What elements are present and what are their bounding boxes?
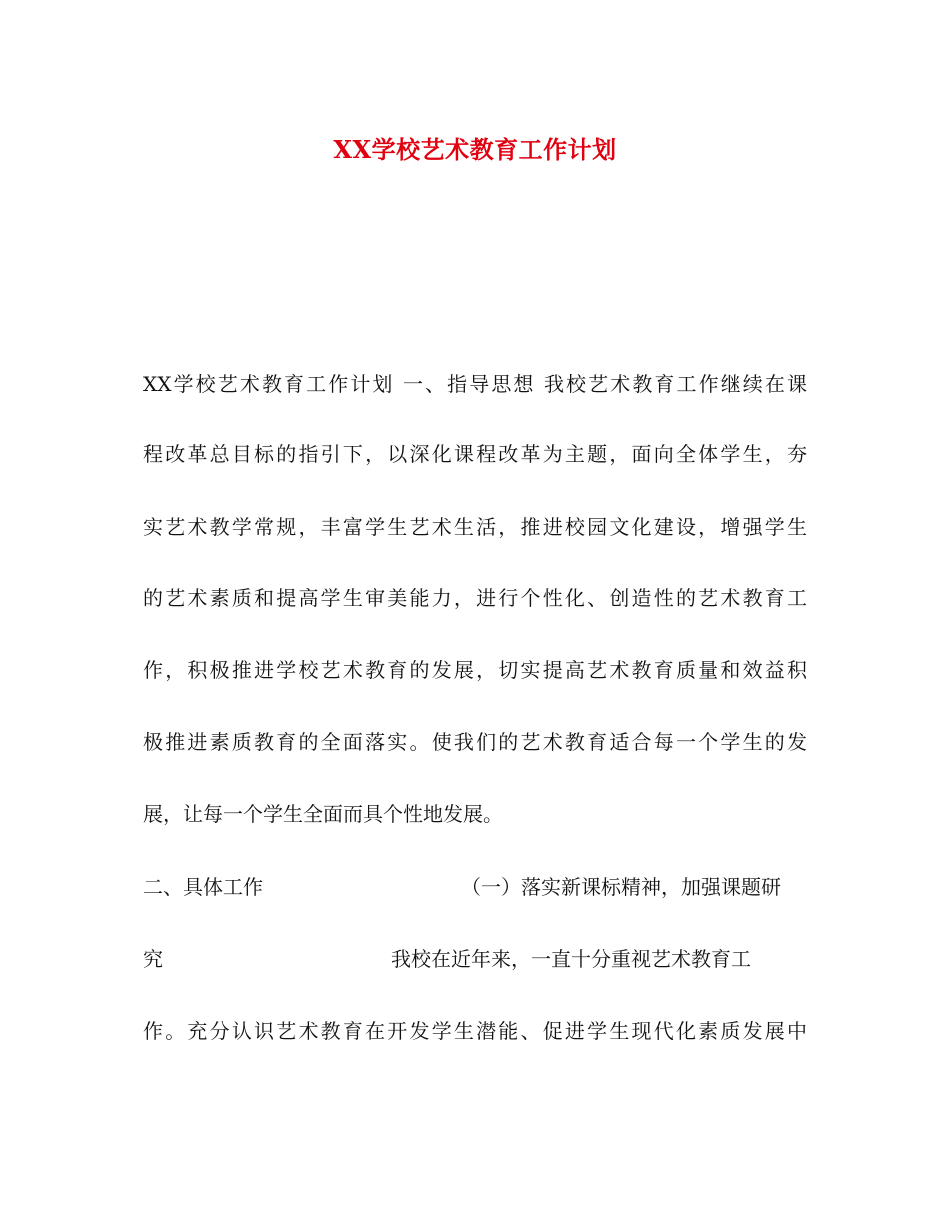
body-line-10: 作。充分认识艺术教育在开发学生潜能、促进学生现代化素质发展中 [143,1019,807,1043]
body-line-6: 极推进素质教育的全面落实。使我们的艺术教育适合每一个学生的发 [143,730,807,754]
section-heading-row [143,873,807,901]
section-2-heading: 二、具体工作 [143,875,263,899]
paragraph-start: 我校在近年来，一直十分重视艺术教育工 [391,947,751,971]
body-line-7: 展，让每一个学生全面而具个性地发展。 [143,802,503,826]
subsection-1-heading: （一）落实新课标精神，加强课题研 [461,875,781,899]
body-line-2: 程改革总目标的指引下，以深化课程改革为主题，面向全体学生，夯 [143,442,807,466]
body-line-9 [143,945,807,973]
body-line-1: XX学校艺术教育工作计划 一、指导思想 我校艺术教育工作继续在课 [143,372,807,396]
body-line-5: 作，积极推进学校艺术教育的发展，切实提高艺术教育质量和效益积 [143,658,807,682]
body-line-3: 实艺术教学常规，丰富学生艺术生活，推进校园文化建设，增强学生 [143,515,807,539]
subsection-1-heading-tail: 究 [143,947,163,971]
document-title: XX学校艺术教育工作计划 [333,135,617,164]
body-line-4: 的艺术素质和提高学生审美能力，进行个性化、创造性的艺术教育工 [143,586,807,610]
